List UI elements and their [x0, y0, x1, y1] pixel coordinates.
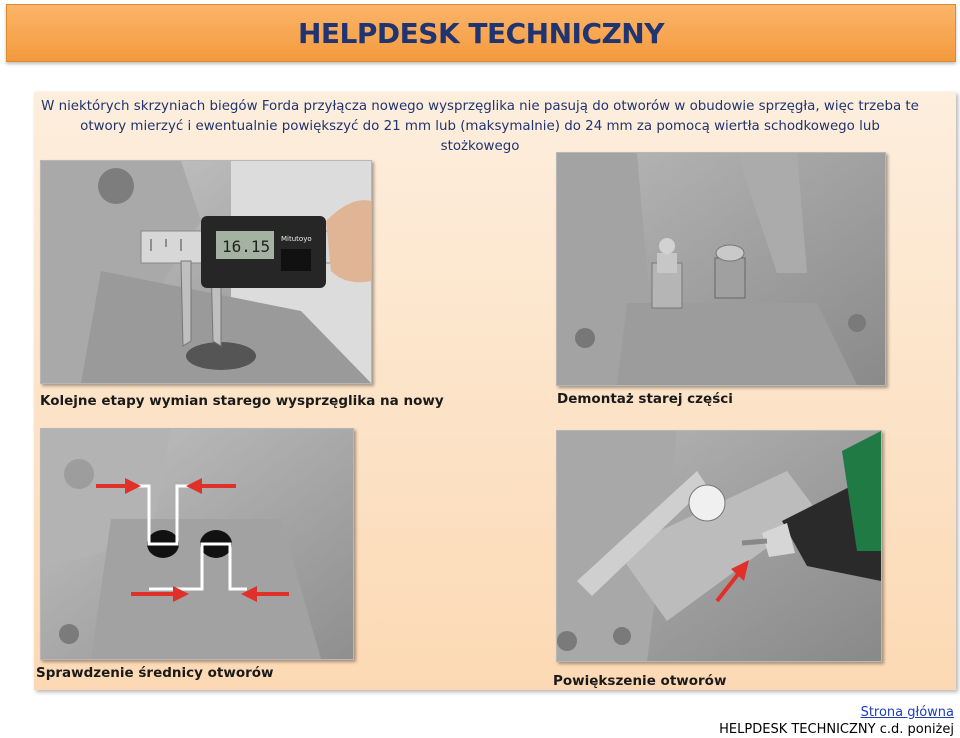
caption-hole-diameter-check: Sprawdzenie średnicy otworów: [36, 665, 274, 681]
page-title: HELPDESK TECHNICZNY: [297, 16, 665, 50]
intro-line-2: otwory mierzyć i ewentualnie powiększyć do 21 mm lub (maksymalnie) do 24 mm za pomocą wiertła schodkowego lub stożkowego: [80, 119, 880, 154]
intro-text: [40, 97, 920, 157]
caption-old-part-removal: Demontaż starej części: [557, 391, 733, 407]
intro-line-1: W niektórych skrzyniach biegów Forda przyłącza nowego wysprzęglika nie pasują do otworów w obudowie sprzęgła, więc trzeba te: [41, 99, 919, 114]
caption-replacement-steps: Kolejne etapy wymian starego wysprzęglika na nowy: [40, 393, 444, 409]
photo-old-part-removal: [556, 152, 886, 386]
home-link-label[interactable]: Strona główna: [860, 705, 954, 720]
caliper-brand-label: Mitutoyo: [281, 235, 312, 243]
photo-caliper-measurement: [40, 160, 372, 384]
home-link[interactable]: [861, 705, 954, 720]
photo-hole-diameter-check: [40, 428, 354, 660]
caliper-display-reading: 16.15: [222, 237, 271, 256]
title-banner: [6, 4, 956, 62]
photo-hole-enlargement: [556, 430, 882, 662]
continued-note: HELPDESK TECHNICZNY c.d. poniżej: [719, 722, 954, 737]
caption-hole-enlargement: Powiększenie otworów: [553, 673, 727, 689]
